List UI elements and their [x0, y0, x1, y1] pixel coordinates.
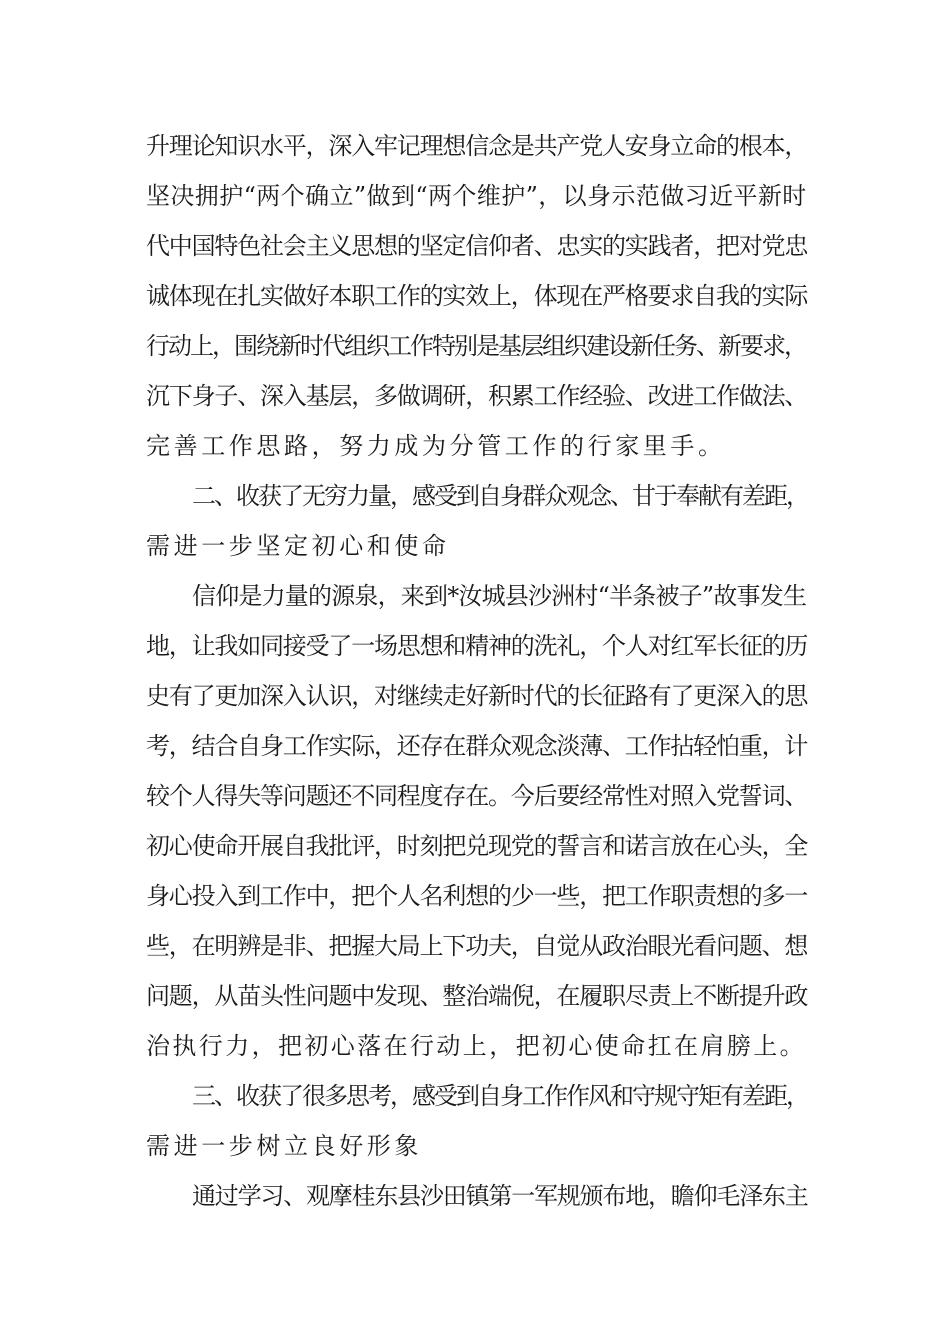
text-line: 初心使命开展自我批评，时刻把兑现党的誓言和诺言放在心头，全 [146, 832, 808, 860]
text-line: 考，结合自身工作实际，还存在群众观念淡薄、工作拈轻怕重，计 [146, 732, 808, 760]
section-heading-line: 三、收获了很多思考，感受到自身工作作风和守规守矩有差距， [192, 1082, 808, 1110]
section-heading-line: 二、收获了无穷力量，感受到自身群众观念、甘于奉献有差距， [192, 482, 808, 510]
text-line: 些，在明辨是非、把握大局上下功夫，自觉从政治眼光看问题、想 [146, 932, 808, 960]
text-line: 沉下身子、深入基层，多做调研，积累工作经验、改进工作做法、 [146, 382, 808, 410]
section-heading-line: 需进一步坚定初心和使命 [146, 532, 450, 560]
text-line: 史有了更加深入认识，对继续走好新时代的长征路有了更深入的思 [146, 682, 808, 710]
text-line: 治执行力，把初心落在行动上，把初心使命扛在肩膀上。 [146, 1032, 806, 1060]
text-line: 代中国特色社会主义思想的坚定信仰者、忠实的实践者，把对党忠 [146, 232, 808, 260]
text-line: 通过学习、观摩桂东县沙田镇第一军规颁布地，瞻仰毛泽东主 [192, 1182, 808, 1210]
text-line: 完善工作思路，努力成为分管工作的行家里手。 [146, 432, 726, 460]
text-line: 地，让我如同接受了一场思想和精神的洗礼，个人对红军长征的历 [146, 632, 808, 660]
text-line: 行动上，围绕新时代组织工作特别是基层组织建设新任务、新要求， [146, 332, 806, 360]
text-line: 诚体现在扎实做好本职工作的实效上，体现在严格要求自我的实际 [146, 282, 808, 310]
text-line: 坚决拥护“两个确立”做到“两个维护”，以身示范做习近平新时 [146, 182, 807, 210]
text-line: 信仰是力量的源泉，来到*汝城县沙洲村“半条被子”故事发生 [192, 582, 807, 610]
text-line: 较个人得失等问题还不同程度存在。今后要经常性对照入党誓词、 [146, 782, 808, 810]
text-line: 问题，从苗头性问题中发现、整治端倪，在履职尽责上不断提升政 [146, 982, 808, 1010]
text-line: 身心投入到工作中，把个人名利想的少一些，把工作职责想的多一 [146, 882, 808, 910]
section-heading-line: 需进一步树立良好形象 [146, 1132, 422, 1160]
text-line: 升理论知识水平，深入牢记理想信念是共产党人安身立命的根本， [146, 132, 808, 160]
